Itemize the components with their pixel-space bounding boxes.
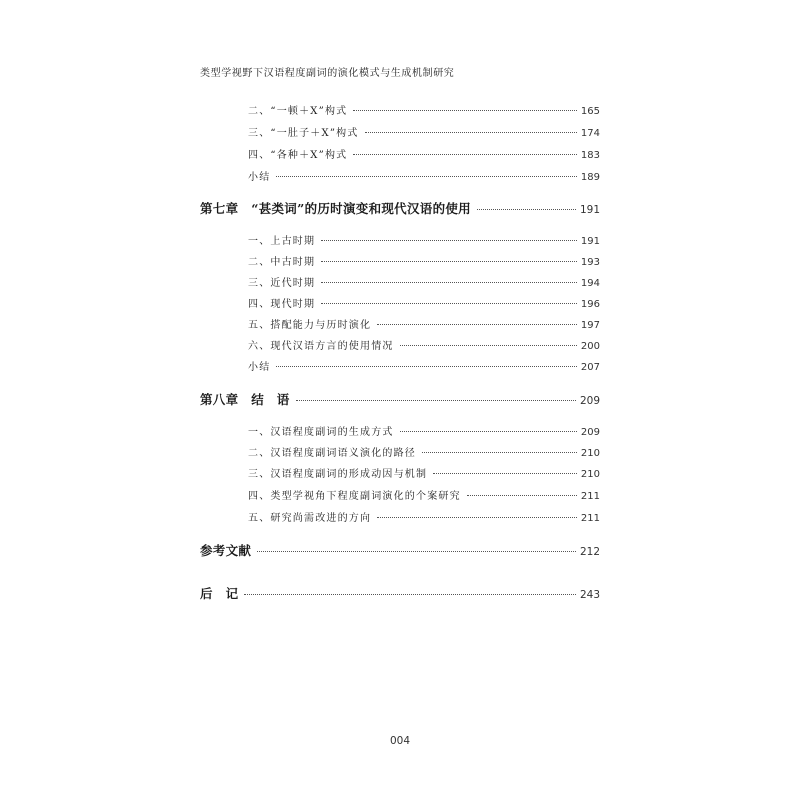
toc-entry[interactable] bbox=[248, 316, 600, 331]
toc-entry[interactable] bbox=[248, 337, 600, 352]
toc-entry[interactable] bbox=[248, 253, 600, 268]
toc-entry[interactable] bbox=[248, 509, 600, 524]
toc-entry-page: 196 bbox=[580, 299, 600, 310]
toc-chapter-page: 243 bbox=[579, 589, 600, 601]
toc-entry-page: 210 bbox=[580, 469, 600, 480]
dot-leader bbox=[377, 517, 577, 518]
dot-leader bbox=[377, 324, 577, 325]
toc-entry-label: 二、“一顿＋X”构式 bbox=[248, 106, 348, 117]
toc-entry-label: 一、汉语程度副词的生成方式 bbox=[248, 427, 394, 438]
toc-chapter-page: 212 bbox=[579, 546, 600, 558]
toc-chapter-entry[interactable] bbox=[200, 584, 600, 602]
toc-entry[interactable] bbox=[248, 274, 600, 289]
toc-entry-label: 五、搭配能力与历时演化 bbox=[248, 320, 372, 331]
toc-entry[interactable] bbox=[248, 146, 600, 161]
toc-chapter-label: 第七章 “甚类词”的历时演变和现代汉语的使用 bbox=[200, 201, 471, 216]
toc-entry-page: 209 bbox=[580, 427, 600, 438]
toc-entry-page: 194 bbox=[580, 278, 600, 289]
toc-entry-page: 165 bbox=[580, 106, 600, 117]
toc-entry-label: 四、现代时期 bbox=[248, 299, 316, 310]
toc-entry[interactable] bbox=[248, 295, 600, 310]
toc-entry-label: 二、中古时期 bbox=[248, 257, 316, 268]
dot-leader bbox=[321, 261, 577, 262]
toc-chapter-label: 第八章 结 语 bbox=[200, 392, 290, 407]
toc-entry[interactable] bbox=[248, 423, 600, 438]
toc-entry-label: 三、近代时期 bbox=[248, 278, 316, 289]
toc-entry-page: 211 bbox=[580, 491, 600, 502]
dot-leader bbox=[244, 594, 576, 595]
toc-entry[interactable] bbox=[248, 232, 600, 247]
dot-leader bbox=[400, 431, 577, 432]
toc-entry[interactable] bbox=[248, 444, 600, 459]
toc-entry[interactable] bbox=[248, 487, 600, 502]
page-number: 004 bbox=[389, 735, 411, 747]
toc-entry-label: 小结 bbox=[248, 172, 271, 183]
toc-chapter-page: 209 bbox=[579, 395, 600, 407]
toc-entry-label: 四、“各种＋X”构式 bbox=[248, 150, 348, 161]
toc-entry-page: 200 bbox=[580, 341, 600, 352]
toc-entry-label: 六、现代汉语方言的使用情况 bbox=[248, 341, 394, 352]
dot-leader bbox=[296, 400, 576, 401]
dot-leader bbox=[321, 303, 577, 304]
toc-entry-label: 二、汉语程度副词语义演化的路径 bbox=[248, 448, 416, 459]
dot-leader bbox=[276, 366, 577, 367]
dot-leader bbox=[321, 282, 577, 283]
dot-leader bbox=[433, 473, 577, 474]
toc-entry[interactable] bbox=[248, 102, 600, 117]
toc-entry-page: 207 bbox=[580, 362, 600, 373]
dot-leader bbox=[477, 209, 576, 210]
toc-entry-label: 三、“一肚子＋X”构式 bbox=[248, 128, 359, 139]
dot-leader bbox=[353, 110, 577, 111]
toc-entry[interactable] bbox=[248, 124, 600, 139]
toc-entry-page: 174 bbox=[580, 128, 600, 139]
toc-entry[interactable] bbox=[248, 465, 600, 480]
dot-leader bbox=[257, 551, 576, 552]
dot-leader bbox=[365, 132, 577, 133]
toc-chapter-label: 参考文献 bbox=[200, 543, 252, 558]
toc-entry-label: 小结 bbox=[248, 362, 271, 373]
dot-leader bbox=[467, 495, 577, 496]
dot-leader bbox=[422, 452, 577, 453]
toc-entry-label: 一、上古时期 bbox=[248, 236, 316, 247]
toc-entry[interactable] bbox=[248, 168, 600, 183]
toc-entry-page: 197 bbox=[580, 320, 600, 331]
toc-entry[interactable] bbox=[248, 358, 600, 373]
toc-chapter-page: 191 bbox=[579, 204, 600, 216]
toc-entry-page: 191 bbox=[580, 236, 600, 247]
toc-entry-page: 211 bbox=[580, 513, 600, 524]
toc-chapter-entry[interactable] bbox=[200, 199, 600, 217]
dot-leader bbox=[276, 176, 577, 177]
dot-leader bbox=[353, 154, 577, 155]
toc-chapter-label: 后 记 bbox=[200, 586, 239, 601]
dot-leader bbox=[321, 240, 577, 241]
toc-chapter-entry[interactable] bbox=[200, 390, 600, 408]
toc-entry-label: 五、研究尚需改进的方向 bbox=[248, 513, 372, 524]
toc-entry-label: 三、汉语程度副词的形成动因与机制 bbox=[248, 469, 428, 480]
toc-entry-label: 四、类型学视角下程度副词演化的个案研究 bbox=[248, 491, 461, 502]
toc-entry-page: 183 bbox=[580, 150, 600, 161]
toc-entry-page: 189 bbox=[580, 172, 600, 183]
toc-chapter-entry[interactable] bbox=[200, 541, 600, 559]
dot-leader bbox=[400, 345, 577, 346]
toc-entry-page: 210 bbox=[580, 448, 600, 459]
toc-entry-page: 193 bbox=[580, 257, 600, 268]
running-head: 类型学视野下汉语程度副词的演化模式与生成机制研究 bbox=[200, 68, 455, 79]
